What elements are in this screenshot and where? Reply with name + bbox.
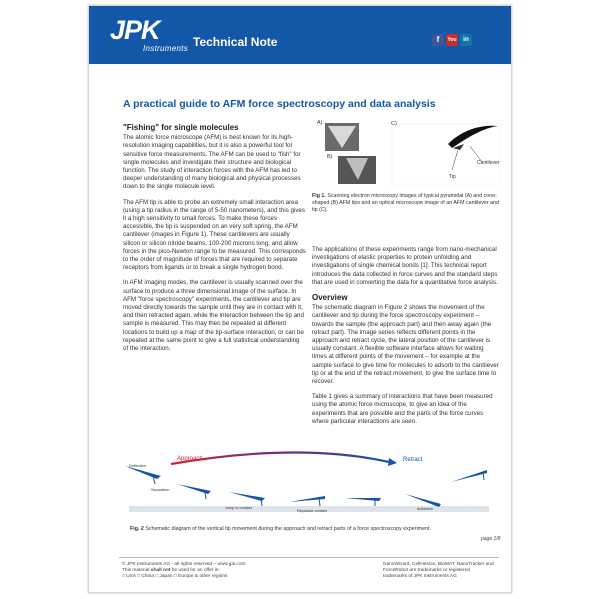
page-header	[89, 6, 511, 64]
youtube-icon[interactable]: You	[446, 34, 458, 46]
cantilever-position-6	[405, 494, 441, 507]
paragraph-tip: The AFM tip is able to probe an extremely small interaction area (using a tip radius in the range of 5-50 nanometers), and this gives it a high sensitivity to small forces. To make these forces accessible, the tip is suspended on an very soft spring, the AFM cantilever (images in Figure 1). These cantilevers are usually silicon or silicon nitride beams, 100-200 microns long, and allow forces in the pico-Newton range to be measured. This corresponds to the order of magnitude of forces that are required to separate receptors from ligands or to break a single hydrogen bond.	[123, 198, 306, 272]
figure-1-caption-label: Fig 1.	[312, 193, 326, 199]
arrow-head	[388, 458, 397, 466]
linkedin-icon[interactable]: in	[460, 34, 472, 46]
cantilever-position-2	[177, 484, 211, 499]
cantilever-position-3	[229, 492, 265, 506]
footer-offer-note: This material shall not be used for an offer in:	[122, 568, 220, 573]
footer-regions: □ USA □ China □ Japan □ Europe & other regions	[122, 574, 228, 579]
paragraph-overview: The schematic diagram in Figure 2 shows the movement of the cantilever and tip during the force spectroscopy experiment – towards the sample (the approach part) and then away again (the retract part). The image series reflects different points in the approach and retract cycle, the lateral position of the cantilever is usually constant. A flexible software interface allows for waiting times at different points of the movement – for example at the sample surface to give time for molecules to adsorb to the cantilever tip or at the end of the retract movement, to give the surface time to recover.	[312, 304, 499, 386]
approach-label: Approach	[177, 456, 203, 462]
jpk-logo: JPK	[110, 15, 160, 45]
right-column	[312, 246, 500, 433]
footer-divider	[119, 557, 499, 558]
section-title-fishing: "Fishing" for single molecules	[123, 123, 239, 132]
paragraph-table-summary: Table 1 gives a summary of interactions that have been measured using the atomic force microscope, to give an idea of the experiments that are possible and the parts of the force curves where particular interactions are seen.	[312, 393, 493, 425]
paragraph-imaging: In AFM imaging modes, the cantilever is usually scanned over the surface to produce a three dimensional image of the surface. In AFM "force spectroscopy" experiments, the cantilever and tip are moved directly towards the sample until they are in contact with it, and then retracted again, while the interaction between the tip and sample is measured. This may then be repeated at different locations to build up a map of the tip-surface interaction, or can be repeated at the same point to give a full statistical understanding of the interaction.	[123, 279, 304, 353]
cantilever-position-4	[289, 496, 325, 506]
figure-2-caption-label: Fig. 2	[130, 526, 144, 532]
page-number: page 1/8	[481, 536, 501, 542]
figure-1-cantilever-label: Cantilever	[477, 160, 500, 166]
section-title-overview: Overview	[312, 293, 348, 303]
figure-2-caption	[130, 526, 500, 533]
cantilever-position-7	[451, 470, 487, 482]
left-column	[123, 124, 306, 360]
footer-trademarks: NanoWizard, CellHesion, BioMAT, NanoTracker and ForceRobot are trademarks or registered trademarks of JPK Instruments AG	[383, 562, 494, 579]
figure-1-caption-text: Scanning electron microscopy images of typical pyramidal (A) and cone-shaped (B) AFM tips and an optical microscope image of an AFM cantilever and tip (C).	[312, 193, 499, 213]
repulsive-contact-label: Repulsive contact	[297, 509, 327, 513]
figure-1-tip-label: Tip	[449, 174, 456, 180]
paragraph-applications: The applications of these experiments range from nano-mechanical investigations of elastic properties to protein unfolding and investigations of single chemical bonds [1]. This technical report introduces the data collected in force curves and the standard steps that are used in converting the data for a quantitative force analysis.	[312, 246, 498, 286]
figure-1-caption	[312, 193, 500, 214]
figure-1-label-a: A)	[317, 120, 323, 126]
retract-label: Retract	[403, 457, 423, 463]
separation-label: Separation	[151, 488, 170, 492]
footer-copyright: © JPK Instruments AG - all rights reserved – www.jpk.com	[122, 562, 246, 567]
optical-cantilever-image	[392, 124, 500, 184]
jpk-logo-subtitle: Instruments	[143, 44, 189, 53]
jump-to-contact-label: Jump to contact	[225, 506, 252, 510]
technical-note-page	[88, 5, 512, 593]
document-title: A practical guide to AFM force spectroscopy and data analysis	[123, 98, 436, 110]
approach-retract-arrow	[171, 452, 389, 464]
adhesion-label: Adhesion	[417, 507, 433, 511]
cantilever-position-1	[125, 466, 161, 484]
figure-1-label-b: B)	[327, 154, 333, 160]
figure-1-label-c: C)	[391, 121, 397, 127]
figure-2-caption-text: Schematic diagram of the vertical tip movement during the approach and retract parts of a force spectroscopy experiment.	[143, 526, 431, 532]
header-title: Technical Note	[193, 35, 278, 49]
figure-1-images	[312, 118, 502, 192]
cantilever-position-5	[345, 498, 381, 506]
facebook-icon[interactable]: f	[432, 34, 444, 46]
paragraph-intro: The atomic force microscope (AFM) is best known for its high-resolution imaging capabilities, but it is also a powerful tool for sensitive force measurements. The AFM can be used to "fish" for single molecules and investigate their structure and biological function. The study of interaction forces with the AFM has led to deeper understanding of many biological and physical processes down to the single molecule level.	[123, 134, 301, 191]
deflection-label: Deflection	[129, 464, 146, 468]
